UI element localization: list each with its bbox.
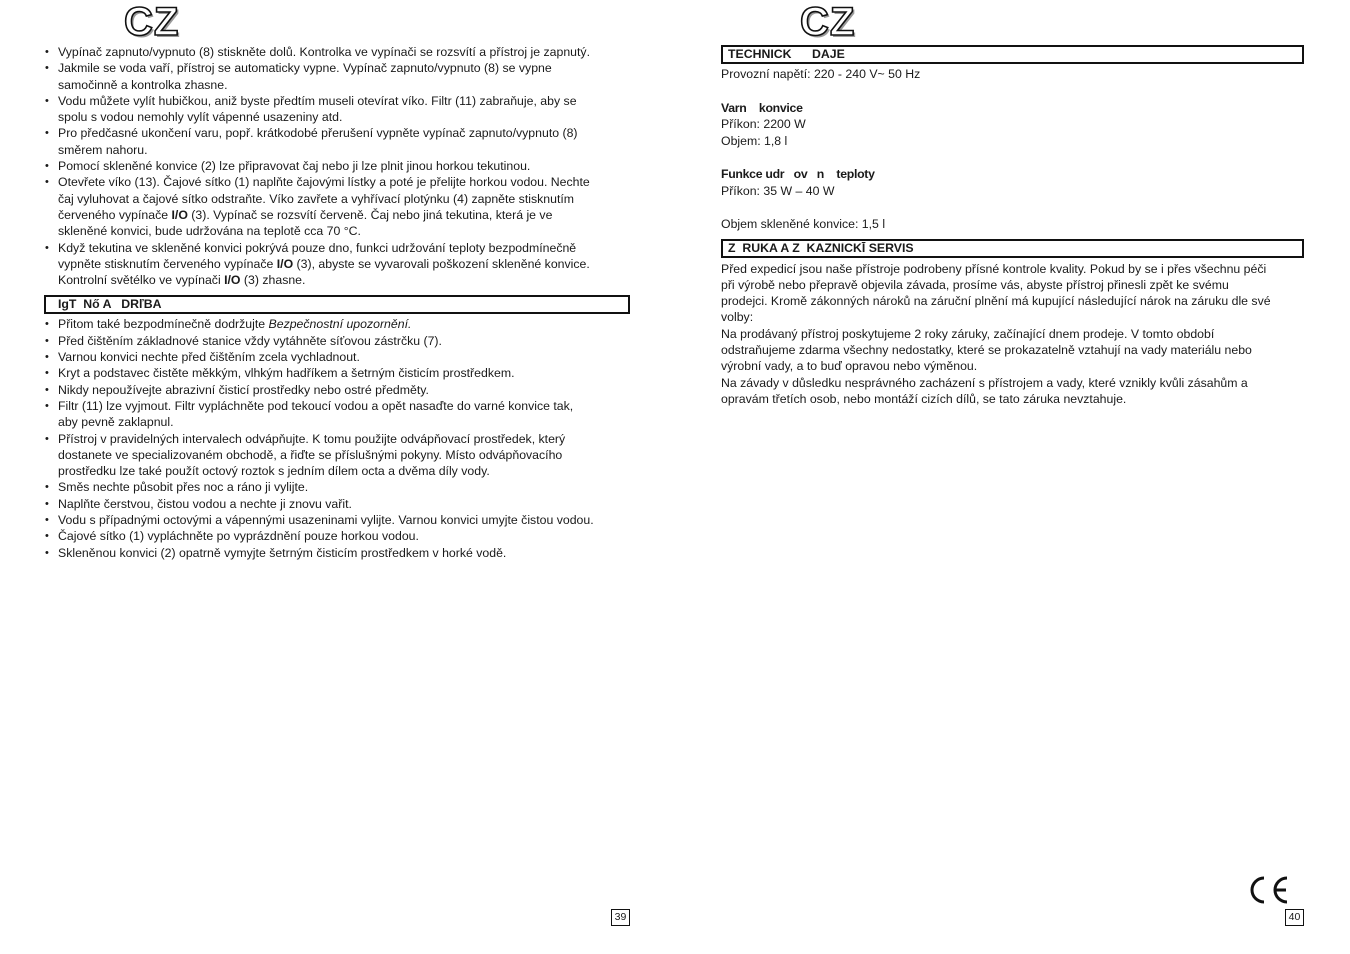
keep-warm-subheading: Funkce udr ov n teploty [721, 167, 875, 181]
item-text: Otevřete víko (13). Čajové sítko (1) naplňte čajovými lístky a poté je přelijte horkou vodou. Nechte čaj vyluhovat a čajové sítko odstraňte. Víko zavřete a vyhřívací plotýnku (4) zapněte stisknutím červeného vypínače [58, 175, 590, 222]
page-number: 40 [1285, 909, 1304, 926]
list-item [44, 174, 630, 239]
ce-mark-icon [1247, 874, 1291, 906]
list-item: • Filtr (11) lze vyjmout. Filtr vypláchněte pod tekoucí vodou a opět nasaďte do varné konvice tak, aby pevně zaklapnul. [44, 398, 630, 431]
item-text: Když tekutina ve skleněné konvici pokrývá pouze dno, funkci udržování teploty bezpodmínečně vypněte stisknutím červeného vypínače [58, 240, 577, 271]
right-page [721, 0, 1304, 954]
list-item: • Jakmile se voda vaří, přístroj se automaticky vypne. Vypínač zapnuto/vypnuto (8) se vypne samočinně a kontrolka zhasne. [44, 60, 630, 93]
maintenance-section-heading: IgT Nő A DRľBA [44, 295, 630, 314]
voltage-spec: Provozní napětí: 220 - 240 V~ 50 Hz [721, 67, 921, 81]
warranty-heading: Z RUKA A Z KAZNICKĪ SERVIS [721, 239, 1304, 258]
keep-warm-power-spec: Příkon: 35 W – 40 W [721, 183, 835, 198]
list-item: • Naplňte čerstvou, čistou vodou a nechte ji znovu vařit. [44, 496, 630, 512]
list-item: • Kryt a podstavec čistěte měkkým, vlhkým hadříkem a šetrným čisticím prostředkem. [44, 365, 630, 381]
list-item: • Varnou konvici nechte před čištěním zcela vychladnout. [44, 349, 630, 365]
list-item: • Přístroj v pravidelných intervalech odvápňujte. K tomu použijte odvápňovací prostředek, který dostanete ve specializovaném obchodě, a řiďte se příslušnými pokyny. Místo odvápňovacího prostředku lze také použít octový roztok s jedním dílem octa a dvěma díly vody. [44, 431, 630, 480]
list-item: • Pro předčasné ukončení varu, popř. krátkodobé přerušení vypněte vypínač zapnuto/vypnuto (8) směrem nahoru. [44, 125, 630, 158]
usage-instructions-list [44, 44, 630, 288]
list-item: • Vodu můžete vylít hubičkou, aniž byste předtím museli otevírat víko. Filtr (11) zabraňuje, aby se spolu s vodou nemohly vylít vápenné usazeniny atd. [44, 93, 630, 126]
list-item [44, 240, 630, 289]
warranty-paragraph: Na prodávaný přístroj poskytujeme 2 roky záruky, začínající dnem prodeje. V tomto období odstraňujeme zdarma všechny nedostatky, které se prokazatelně vztahují na vady materiálu nebo výrobní vady, a to buď opravou nebo výměnou. [721, 326, 1252, 374]
item-text: (3), abyste se vyvarovali poškození skleněné konvice. Kontrolní světélko ve vypínači [58, 256, 590, 288]
list-item [44, 316, 630, 332]
kettle-volume-spec: Objem: 1,8 l [721, 133, 788, 148]
warranty-paragraph: Na závady v důsledku nesprávného zacházení s přístrojem a vady, které vznikly kvůli zásahům a opravám třetích osob, nebo montáží cizích dílů, se tato záruka nevztahuje. [721, 375, 1248, 406]
switch-label: I/O [171, 207, 188, 222]
list-item: • Směs nechte působit přes noc a ráno ji vylijte. [44, 479, 630, 495]
switch-label: I/O [276, 256, 294, 271]
language-logo: CZ [800, 0, 856, 44]
glass-jug-volume-spec: Objem skleněné konvice: 1,5 l [721, 217, 886, 231]
kettle-power-spec: Příkon: 2200 W [721, 117, 806, 131]
list-item: • Čajové sítko (1) vypláchněte po vyprázdnění pouze horkou vodou. [44, 528, 630, 544]
item-text: (3) zhasne. [240, 273, 306, 288]
kettle-subheading: Varn konvice [721, 100, 803, 115]
language-logo: CZ [124, 0, 180, 44]
item-text: (3). Vypínač se rozsvítí červeně. Čaj nebo jiná tekutina, která je ve skleněné konvici, bude udržována na teplotě cca 70 °C. [58, 207, 553, 239]
list-item: • Nikdy nepoužívejte abrazivní čisticí prostředky nebo ostré předměty. [44, 382, 630, 398]
list-item: • Vypínač zapnuto/vypnuto (8) stiskněte dolů. Kontrolka ve vypínači se rozsvítí a přístroj je zapnutý. [44, 44, 630, 60]
list-item: • Skleněnou konvici (2) opatrně vymyjte šetrným čisticím prostředkem v horké vodě. [44, 545, 630, 561]
left-page [44, 0, 630, 954]
left-page-content [44, 44, 630, 561]
item-text: Přitom také bezpodmínečně dodržujte [58, 317, 269, 332]
safety-notes-reference: Bezpečnostní upozornění. [268, 317, 412, 332]
page-number: 39 [611, 909, 630, 926]
switch-label: I/O [224, 273, 241, 288]
maintenance-list [44, 316, 630, 560]
list-item: • Vodu s případnými octovými a vápennými usazeninami vylijte. Varnou konvici umyjte čistou vodou. [44, 512, 630, 528]
warranty-paragraph: Před expedicí jsou naše přístroje podrobeny přísné kontrole kvality. Pokud by se i přes všechnu péči při výrobě nebo přepravě objevila závada, prosíme vás, abyste přístroj přinesli zpět ke svému prodejci. Kromě zákonných nároků na záruční plnění má kupující následující nárok na záruku dle své volby: [721, 261, 1271, 325]
list-item: • Před čištěním základnové stanice vždy vytáhněte síťovou zástrčku (7). [44, 333, 630, 349]
right-page-content [721, 45, 1304, 407]
list-item: • Pomocí skleněné konvice (2) lze připravovat čaj nebo ji lze plnit jinou horkou tekutinou. [44, 158, 630, 174]
technical-data-heading: TECHNICK DAJE [721, 45, 1304, 64]
